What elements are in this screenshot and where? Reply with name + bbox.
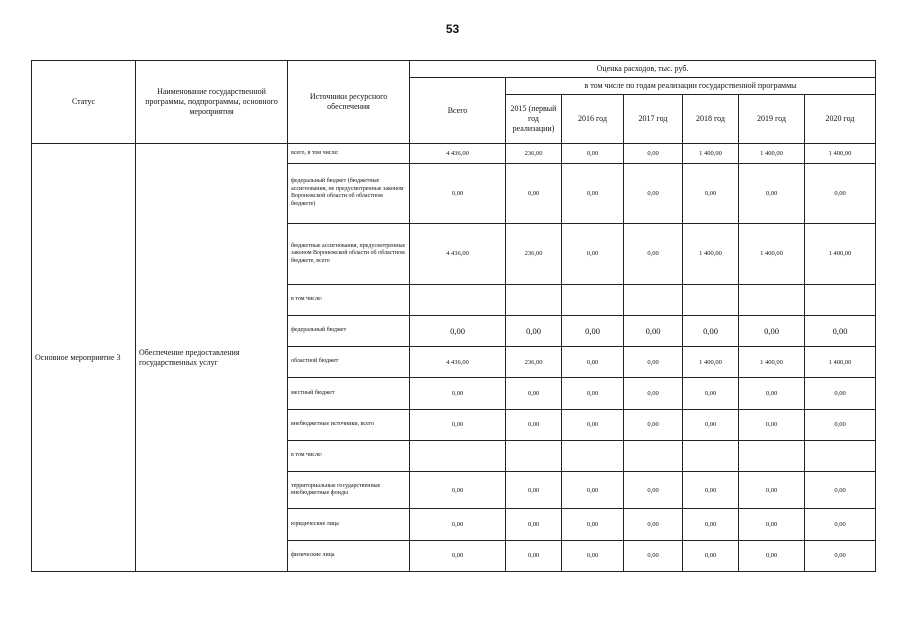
year-value-cell: 0,00 — [739, 509, 805, 540]
year-value-cell: 0,00 — [506, 540, 562, 571]
year-value-cell: 0,00 — [683, 540, 739, 571]
year-value-cell: 0,00 — [805, 409, 876, 440]
header-year-2019: 2019 год — [739, 95, 805, 144]
year-value-cell: 0,00 — [683, 378, 739, 409]
year-value-cell: 0,00 — [624, 471, 683, 508]
year-value-cell: 0,00 — [562, 224, 624, 284]
header-estimate: Оценка расходов, тыс. руб. — [410, 61, 876, 78]
year-value-cell: 0,00 — [562, 409, 624, 440]
header-year-2016: 2016 год — [562, 95, 624, 144]
source-cell: юридические лица — [288, 509, 410, 540]
year-value-cell: 0,00 — [624, 224, 683, 284]
year-value-cell: 0,00 — [739, 471, 805, 508]
year-value-cell: 0,00 — [624, 163, 683, 223]
source-cell: областной бюджет — [288, 347, 410, 378]
header-year-2018: 2018 год — [683, 95, 739, 144]
year-value-cell — [683, 440, 739, 471]
year-value-cell: 0,00 — [739, 540, 805, 571]
year-value-cell: 0,00 — [562, 163, 624, 223]
year-value-cell: 0,00 — [624, 347, 683, 378]
header-sources: Источники ресурсного обеспечения — [288, 61, 410, 144]
year-value-cell: 0,00 — [683, 163, 739, 223]
source-cell: федеральный бюджет (бюджетные ассигнования, не предусмотренные законом Воронежской области об областном бюджете) — [288, 163, 410, 223]
year-value-cell — [624, 284, 683, 315]
year-value-cell: 1 400,00 — [805, 347, 876, 378]
total-value-cell: 0,00 — [410, 378, 506, 409]
total-value-cell: 4 436,00 — [410, 224, 506, 284]
year-value-cell: 1 400,00 — [805, 224, 876, 284]
year-value-cell: 0,00 — [562, 315, 624, 346]
year-value-cell: 1 400,00 — [739, 144, 805, 164]
table-row — [32, 144, 876, 164]
source-cell: в том числе: — [288, 440, 410, 471]
budget-table — [31, 60, 876, 572]
year-value-cell: 0,00 — [683, 409, 739, 440]
header-year-2017: 2017 год — [624, 95, 683, 144]
year-value-cell: 1 400,00 — [739, 347, 805, 378]
year-value-cell: 0,00 — [805, 509, 876, 540]
header-year-2020: 2020 год — [805, 95, 876, 144]
total-value-cell: 0,00 — [410, 540, 506, 571]
total-value-cell: 0,00 — [410, 471, 506, 508]
year-value-cell: 0,00 — [805, 163, 876, 223]
source-cell: бюджетные ассигнования, предусмотренные законом Воронежской области об областном бюджете, всего — [288, 224, 410, 284]
source-cell: в том числе: — [288, 284, 410, 315]
year-value-cell — [805, 440, 876, 471]
year-value-cell: 0,00 — [506, 315, 562, 346]
source-cell: федеральный бюджет — [288, 315, 410, 346]
year-value-cell: 0,00 — [562, 347, 624, 378]
total-value-cell: 4 436,00 — [410, 347, 506, 378]
year-value-cell: 0,00 — [624, 409, 683, 440]
year-value-cell: 0,00 — [739, 378, 805, 409]
year-value-cell — [562, 440, 624, 471]
source-cell: территориальные государственные внебюджетные фонды — [288, 471, 410, 508]
source-cell: физические лица — [288, 540, 410, 571]
year-value-cell: 1 400,00 — [805, 144, 876, 164]
year-value-cell: 0,00 — [506, 509, 562, 540]
year-value-cell: 0,00 — [506, 409, 562, 440]
year-value-cell — [506, 284, 562, 315]
total-value-cell: 0,00 — [410, 315, 506, 346]
header-status: Статус — [32, 61, 136, 144]
year-value-cell: 236,00 — [506, 144, 562, 164]
page-number: 53 — [445, 22, 460, 36]
year-value-cell: 0,00 — [624, 540, 683, 571]
year-value-cell: 0,00 — [739, 409, 805, 440]
year-value-cell: 0,00 — [562, 509, 624, 540]
total-value-cell: 0,00 — [410, 409, 506, 440]
table-body — [32, 144, 876, 572]
total-value-cell: 0,00 — [410, 509, 506, 540]
year-value-cell: 1 400,00 — [683, 347, 739, 378]
year-value-cell: 0,00 — [624, 144, 683, 164]
year-value-cell: 0,00 — [805, 471, 876, 508]
year-value-cell: 0,00 — [506, 378, 562, 409]
year-value-cell: 0,00 — [562, 378, 624, 409]
year-value-cell: 0,00 — [624, 509, 683, 540]
year-value-cell: 0,00 — [805, 315, 876, 346]
year-value-cell: 236,00 — [506, 347, 562, 378]
total-value-cell: 4 436,00 — [410, 144, 506, 164]
year-value-cell: 0,00 — [506, 163, 562, 223]
total-value-cell — [410, 284, 506, 315]
year-value-cell — [683, 284, 739, 315]
year-value-cell: 0,00 — [624, 315, 683, 346]
header-by-years: в том числе по годам реализации государственной программы — [506, 78, 876, 95]
year-value-cell: 0,00 — [683, 509, 739, 540]
year-value-cell: 1 400,00 — [683, 224, 739, 284]
source-cell: местный бюджет — [288, 378, 410, 409]
header-year-2015: 2015 (первый год реализации) — [506, 95, 562, 144]
year-value-cell — [562, 284, 624, 315]
header-total: Всего — [410, 78, 506, 144]
total-value-cell — [410, 440, 506, 471]
year-value-cell — [739, 440, 805, 471]
year-value-cell — [805, 284, 876, 315]
year-value-cell: 0,00 — [683, 471, 739, 508]
year-value-cell — [506, 440, 562, 471]
year-value-cell: 0,00 — [562, 471, 624, 508]
status-cell: Основное мероприятие 3 — [32, 144, 136, 572]
year-value-cell: 0,00 — [562, 540, 624, 571]
year-value-cell: 1 400,00 — [739, 224, 805, 284]
year-value-cell: 0,00 — [562, 144, 624, 164]
year-value-cell: 0,00 — [805, 378, 876, 409]
total-value-cell: 0,00 — [410, 163, 506, 223]
year-value-cell: 0,00 — [683, 315, 739, 346]
year-value-cell: 0,00 — [739, 163, 805, 223]
measure-name-cell: Обеспечение предоставления государственных услуг — [136, 144, 288, 572]
source-cell: всего, в том числе: — [288, 144, 410, 164]
year-value-cell — [624, 440, 683, 471]
year-value-cell: 1 400,00 — [683, 144, 739, 164]
header-name: Наименование государственной программы, подпрограммы, основного мероприятия — [136, 61, 288, 144]
year-value-cell — [739, 284, 805, 315]
year-value-cell: 0,00 — [739, 315, 805, 346]
year-value-cell: 0,00 — [624, 378, 683, 409]
year-value-cell: 0,00 — [805, 540, 876, 571]
year-value-cell: 236,00 — [506, 224, 562, 284]
year-value-cell: 0,00 — [506, 471, 562, 508]
source-cell: внебюджетные источники, всего — [288, 409, 410, 440]
